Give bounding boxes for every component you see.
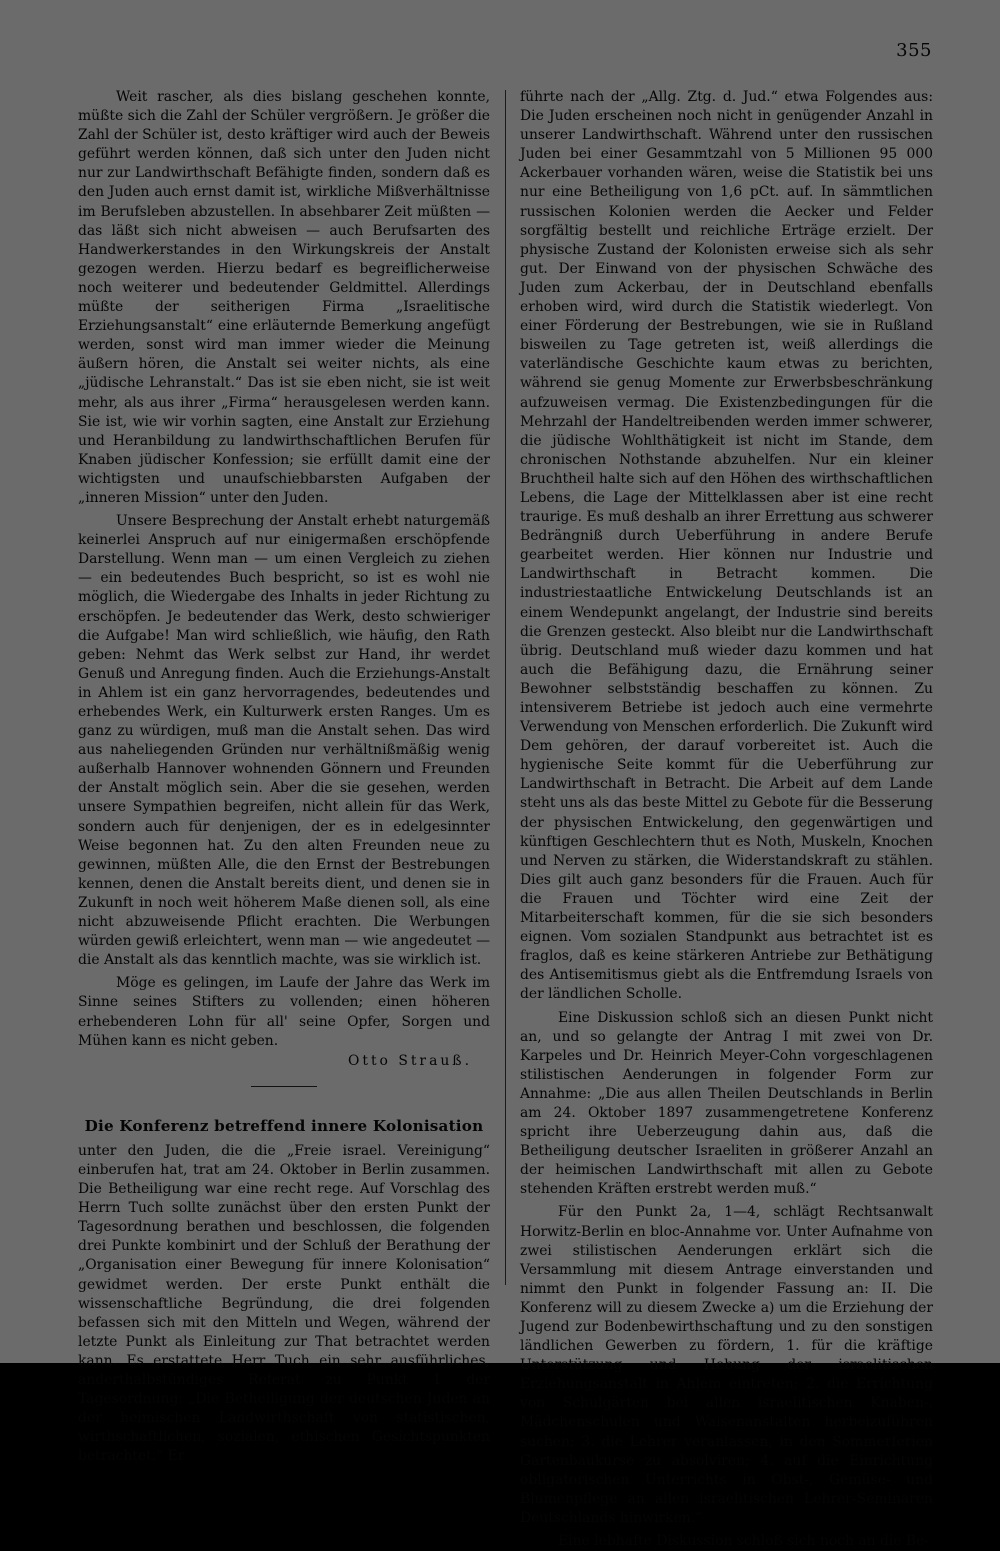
- paragraph: führte nach der „Allg. Ztg. d. Jud.“ etwa Folgendes aus: Die Juden erscheinen noch nicht in genügender Anzahl in unserer Landwirthschaft. Während unter den russischen Juden bei einer Gesammtzahl von 5 Millionen 95 000 Ackerbauer vorhanden wären, weise die Statistik bei uns nur eine Betheiligung von 1,6 pCt. auf. In sämmtlichen russischen Kolonien werden die Aecker und Felder sorgfältig bestellt und reichliche Erträge erzielt. Der physische Zustand der Kolonisten erweise sich als sehr gut. Der Einwand von der physischen Schwäche des Juden zum Ackerbau, der in Deutschland ebenfalls erhoben wird, wird durch die Statistik wiederlegt. Von einer Förderung der Bestrebungen, wie sie in Rußland bisweilen zu Tage getreten ist, weiß allerdings die vaterländische Geschichte kaum etwas zu berichten, während sie genug Momente zur Erwerbsbeschränkung aufzuweisen vermag. Die Existenzbedingungen für die Mehrzahl der Handeltreibenden werden immer schwerer, die jüdische Wohlthätigkeit ist nicht im Stande, dem chronischen Nothstande abzuhelfen. Nur ein kleiner Bruchtheil halte sich auf den Höhen des wirthschaftlichen Lebens, die Lage der Mittelklassen aber ist eine recht traurige. Es muß deshalb an ihrer Errettung aus schwerer Bedrängniß durch Ueberführung in andere Berufe gearbeitet werden. Hier können nur Industrie und Landwirthschaft in Betracht kommen. Die industriestaatliche Entwickelung Deutschlands ist an einem Wendepunkt angelangt, der Industrie sind bereits die Grenzen gesteckt. Also bleibt nur die Landwirthschaft übrig. Deutschland muß wieder dazu kommen und hat auch die Befähigung dazu, die Ernährung seiner Bewohner selbstständig beschaffen zu können. Zu intensiverem Betriebe ist jedoch auch eine vermehrte Verwendung von Menschen erforderlich. Die Zukunft wird Dem gehören, der darauf vorbereitet ist. Auch die hygienische Seite kommt für die Ueberführung zur Landwirthschaft in Betracht. Die Arbeit auf dem Lande steht uns als das beste Mittel zu Gebote für die Besserung der physischen Entwickelung, den gegenwärtigen und künftigen Geschlechtern thut es Noth, Muskeln, Knochen und Nerven zu stärken, die Widerstandskraft zu stählen. Dies gilt auch ganz besonders für die Frauen. Auch für die Frauen und Töchter wird eine Zeit der Mitarbeiterschaft kommen, für die sie sich besonders eignen. Vom sozialen Standpunkt aus betrachtet ist es fraglos, daß es keine stärkeren Antriebe zur Bethätigung des Antisemitismus giebt als die Entfremdung Israels von der ländlichen Scholle.: [520, 89, 933, 1003]
- section-divider: [251, 1086, 317, 1087]
- page-number: 355: [896, 40, 932, 61]
- right-column: [520, 88, 933, 1551]
- paragraph: unter den Juden, die die „Freie israel. Vereinigung“ einberufen hat, trat am 24. Oktober in Berlin zusammen. Die Betheiligung war eine recht rege. Auf Vorschlag des Herrn Tuch sollte zunächst über den ersten Punkt der Tagesordnung berathen und beschlossen, die folgenden drei Punkte kombinirt und der Schluß der Berathung der „Organisation einer Bewegung für innere Kolonisation“ gewidmet werden. Der erste Punkt enthält die wissenschaftliche Begründung, die drei folgenden befassen sich mit den Mitteln und Wegen, während der letzte Punkt als Einleitung zur That betrachtet werden kann. Es erstattete Herr Tuch ein sehr ausführliches, anderthalbstündiges Referat zu Punkt 1 der Tagesordnung: „Die Betheiligung der deutschen Juden an der heimischen Landwirthschaft von statistischen, wirthschaftlichen, sozialen, ethischen Gesichtspunkten betrachtet.“ Er: [78, 1142, 490, 1465]
- left-column: [78, 88, 490, 1466]
- paragraph: Möge es gelingen, im Laufe der Jahre das Werk im Sinne seines Stifters zu vollenden; einen höheren erhebenderen Lohn für all' seine Opfer, Sorgen und Mühen kann es nicht geben.: [78, 975, 490, 1049]
- paragraph: Unsere Besprechung der Anstalt erhebt naturgemäß keinerlei Anspruch auf nur einigermaßen erschöpfende Darstellung. Wenn man — um einen Vergleich zu ziehen — ein bedeutendes Buch bespricht, so ist es wohl nie möglich, die Wiedergabe des Inhalts in jeder Richtung zu erschöpfen. Je bedeutender das Werk, desto schwieriger die Aufgabe! Man wird schließlich, wie häufig, den Rath geben: Nehmt das Werk selbst zur Hand, ihr werdet Genuß und Anregung finden. Auch die Erziehungs-Anstalt in Ahlem ist ein ganz hervorragendes, bedeutendes und erhebendes Werk, ein Kulturwerk ersten Ranges. Um es ganz zu würdigen, muß man die Anstalt sehen. Das wird aus naheliegenden Gründen nur verhältnißmäßig wenig außerhalb Hannover wohnenden Gönnern und Freunden der Anstalt möglich sein. Aber die sie gesehen, werden unsere Sympathien begreifen, nicht allein für das Werk, sondern auch für denjenigen, der es in edelgesinnter Weise begonnen hat. Zu den alten Freunden neue zu gewinnen, müßten Alle, die den Ernst der Bestrebungen kennen, denen die Anstalt bereits dient, und denen sie in Zukunft in noch weit höherem Maße dienen soll, als eine nicht abzuweisende Pflicht erachten. Die Werbungen würden gewiß erleichtert, wenn man — wie angedeutet — die Anstalt als das kenntlich machte, was sie wirklich ist.: [78, 513, 490, 969]
- article-heading: Die Konferenz betreffend innere Kolonisation: [84, 1116, 484, 1135]
- paragraph: Für den Punkt 2a, 1—4, schlägt Rechtsanwalt Horwitz-Berlin en bloc-Annahme vor. Unter Aufnahme von zwei stilistischen Aenderungen erklärt sich die Versammlung mit diesem Antrage einverstanden und nimmt den Punkt in folgender Fassung an: II. Die Konferenz will zu diesem Zwecke a) um die Erziehung der Jugend zur Bodenbewirthschaftung und zu den sonstigen ländlichen Gewerben zu fördern, 1. für die kräftige Unterstützung und Hebung der israelitischen Erziehungsanstalt in Ahlem eintreten; 2. die Errichtung von Schulgärten bei allen israelitischen Knaben-, Mädchenschulen und Waisenanstalten herbeizuführen suchen; 3. die Lehrer veranlassen, in den Sommerferien Gartenbaukurse zu absolviren; 4. auf die Einrichtung obligatorischen Unterrichts in Obst-, Gemüse- und Blumenpflege an allen israelitischen Lehrer-Seminaren Deutschlands hinwirken.“: [520, 1204, 933, 1526]
- paragraph: Eine lebhafte Diskussion schloß sich noch an die Be-: [558, 1533, 930, 1550]
- paragraph: Weit rascher, als dies bislang geschehen konnte, müßte sich die Zahl der Schüler vergrößern. Je größer die Zahl der Schüler ist, desto kräftiger wird auch der Beweis geführt werden können, daß sich unter den Juden nicht nur zur Landwirthschaft Befähigte finden, sondern daß es den Juden auch ernst damit ist, wirkliche Mißverhältnisse im Berufsleben abzustellen. In absehbarer Zeit müßten — das läßt sich nicht abweisen — auch Berufsarten des Handwerkerstandes in den Wirkungskreis der Anstalt gezogen werden. Hierzu bedarf es begreiflicherweise noch weiterer und bedeutender Geldmittel. Allerdings müßte der seitherigen Firma „Israelitische Erziehungsanstalt“ eine erläuternde Bemerkung angefügt werden, sonst wird man immer wieder die Meinung äußern hören, die Anstalt sei weiter nichts, als eine „jüdische Lehranstalt.“ Das ist sie eben nicht, sie ist weit mehr, als aus ihrer „Firma“ herausgelesen werden kann. Sie ist, wie wir vorhin sagten, eine Anstalt zur Erziehung und Heranbildung zu landwirthschaftlichen Berufen für Knaben jüdischer Konfession; sie erfüllt damit eine der wichtigsten und unaufschiebbarsten Aufgaben der „inneren Mission“ unter den Juden.: [78, 89, 490, 506]
- paragraph: Eine Diskussion schloß sich an diesen Punkt nicht an, und so gelangte der Antrag I mit zwei von Dr. Karpeles und Dr. Heinrich Meyer-Cohn vorgeschlagenen stilistischen Aenderungen in folgender Form zur Annahme: „Die aus allen Theilen Deutschlands in Berlin am 24. Oktober 1897 zusammengetretene Konferenz spricht ihre Ueberzeugung dahin aus, daß die Betheiligung deutscher Israeliten in größerer Anzahl an der heimischen Landwirthschaft mit allen zu Gebote stehenden Kräften erstrebt werden muß.“: [520, 1009, 933, 1198]
- column-divider: [505, 90, 506, 1285]
- author-signature: Otto Strauß.: [348, 1052, 472, 1069]
